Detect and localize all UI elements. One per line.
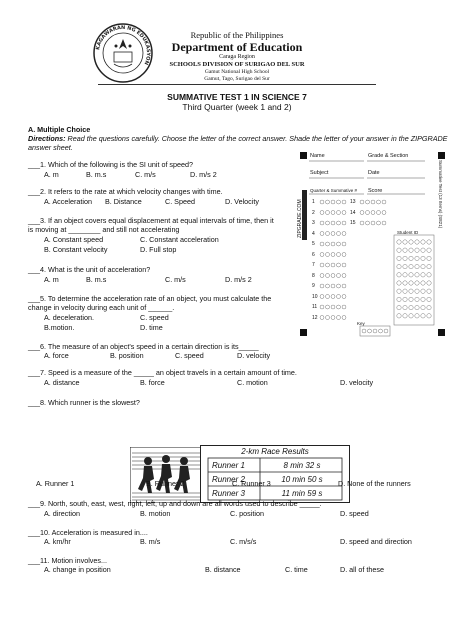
student-id-bubble[interactable] bbox=[409, 256, 413, 260]
answer-bubble[interactable] bbox=[331, 274, 335, 278]
header-school: Gamut National High School bbox=[204, 69, 270, 75]
sheet-subject-label: Subject bbox=[310, 170, 329, 176]
student-id-bubble[interactable] bbox=[403, 289, 407, 293]
answer-bubble[interactable] bbox=[342, 242, 346, 246]
answer-bubble[interactable] bbox=[326, 316, 330, 320]
student-id-bubble[interactable] bbox=[409, 264, 413, 268]
q9-option-c[interactable]: C. position bbox=[230, 509, 264, 518]
q7-option-a[interactable]: A. distance bbox=[44, 378, 80, 387]
answer-bubble[interactable] bbox=[326, 200, 330, 204]
question-1: ___1. Which of the following is the SI unit of speed? bbox=[28, 160, 194, 169]
answer-bubble[interactable] bbox=[382, 200, 386, 204]
student-id-bubble[interactable] bbox=[409, 305, 413, 309]
student-id-bubble[interactable] bbox=[403, 314, 407, 318]
answer-bubble[interactable] bbox=[342, 200, 346, 204]
q7-option-d[interactable]: D. velocity bbox=[340, 378, 374, 387]
sheet-side-text: Summative Test (13 Items) (S821) bbox=[438, 160, 443, 229]
question-9: ___9. North, south, east, west, right, left, up and down are all words used to describe _____. bbox=[28, 499, 322, 508]
student-id-bubble[interactable] bbox=[427, 264, 431, 268]
student-id-bubble[interactable] bbox=[427, 281, 431, 285]
answer-bubble[interactable] bbox=[331, 232, 335, 236]
q10-option-b[interactable]: B. m/s bbox=[140, 537, 161, 546]
q6-option-c[interactable]: C. speed bbox=[175, 351, 204, 360]
student-id-bubble[interactable] bbox=[427, 289, 431, 293]
sheet-row-number: 13 bbox=[350, 199, 356, 205]
sheet-score-label: Score bbox=[368, 188, 383, 194]
student-id-bubble[interactable] bbox=[409, 240, 413, 244]
answer-bubble[interactable] bbox=[342, 284, 346, 288]
answer-bubble[interactable] bbox=[326, 295, 330, 299]
directions-line2: answer sheet. bbox=[28, 143, 73, 152]
student-id-bubble[interactable] bbox=[415, 297, 419, 301]
test-subtitle: Third Quarter (week 1 and 2) bbox=[182, 102, 292, 112]
sheet-brand: ZIPGRADE.COM bbox=[297, 199, 303, 238]
student-id-bubble[interactable] bbox=[421, 264, 425, 268]
sheet-row-number: 3 bbox=[312, 220, 315, 226]
student-id-bubble[interactable] bbox=[415, 256, 419, 260]
sheet-row-number: 5 bbox=[312, 241, 315, 247]
q8-option-a[interactable]: A. Runner 1 bbox=[36, 479, 75, 488]
race-row-2-time: 10 min 50 s bbox=[281, 475, 323, 484]
answer-bubble[interactable] bbox=[342, 211, 346, 215]
answer-bubble[interactable] bbox=[331, 305, 335, 309]
header-divider bbox=[98, 84, 376, 85]
student-id-bubble[interactable] bbox=[421, 297, 425, 301]
student-id-bubble[interactable] bbox=[427, 305, 431, 309]
student-id-bubble[interactable] bbox=[415, 305, 419, 309]
header-division: SCHOOLS DIVISION OF SURIGAO DEL SUR bbox=[169, 61, 305, 68]
answer-bubble[interactable] bbox=[326, 242, 330, 246]
answer-bubble[interactable] bbox=[326, 253, 330, 257]
q8-option-d[interactable]: D. None of the runners bbox=[338, 479, 411, 488]
q1-option-c[interactable]: C. m/s bbox=[135, 170, 156, 179]
q4-option-c[interactable]: C. m/s bbox=[165, 275, 186, 284]
student-id-bubble[interactable] bbox=[403, 248, 407, 252]
student-id-bubble[interactable] bbox=[409, 314, 413, 318]
q6-option-b[interactable]: B. position bbox=[110, 351, 144, 360]
student-id-bubble[interactable] bbox=[403, 281, 407, 285]
student-id-bubble[interactable] bbox=[409, 281, 413, 285]
q1-option-b[interactable]: B. m.s bbox=[86, 170, 107, 179]
student-id-bubble[interactable] bbox=[397, 281, 401, 285]
answer-bubble[interactable] bbox=[342, 274, 346, 278]
header-address: Gamut, Tago, Surigao del Sur bbox=[204, 76, 270, 82]
q3-option-a[interactable]: A. Constant speed bbox=[44, 235, 104, 244]
question-6: ___6. The measure of an object's speed in a certain direction is its_____ bbox=[28, 342, 259, 351]
answer-bubble[interactable] bbox=[337, 284, 341, 288]
q9-option-a[interactable]: A. direction bbox=[44, 509, 80, 518]
race-row-3-runner: Runner 3 bbox=[212, 489, 245, 498]
question-5: ___5. To determine the acceleration rate of an object, you must calculate the bbox=[28, 294, 272, 303]
sheet-row-number: 6 bbox=[312, 251, 315, 258]
student-id-bubble[interactable] bbox=[397, 240, 401, 244]
answer-bubble[interactable] bbox=[366, 221, 370, 225]
question-8: ___8. Which runner is the slowest? bbox=[28, 398, 140, 407]
key-bubble[interactable] bbox=[379, 329, 383, 333]
answer-bubble[interactable] bbox=[337, 221, 341, 225]
student-id-bubble[interactable] bbox=[421, 256, 425, 260]
answer-bubble[interactable] bbox=[371, 211, 375, 215]
race-row-3-time: 11 min 59 s bbox=[281, 489, 323, 498]
answer-bubble[interactable] bbox=[320, 284, 324, 288]
answer-bubble[interactable] bbox=[331, 263, 335, 267]
sheet-row-number: 15 bbox=[350, 220, 356, 226]
q6-option-d[interactable]: D. velocity bbox=[237, 351, 271, 360]
student-id-bubble[interactable] bbox=[427, 248, 431, 252]
answer-bubble[interactable] bbox=[326, 221, 330, 225]
answer-bubble[interactable] bbox=[342, 221, 346, 225]
answer-bubble[interactable] bbox=[337, 295, 341, 299]
student-id-bubble[interactable] bbox=[415, 248, 419, 252]
student-id-bubble[interactable] bbox=[421, 305, 425, 309]
sheet-date-label: Date bbox=[368, 170, 380, 176]
key-bubble[interactable] bbox=[373, 329, 377, 333]
student-id-bubble[interactable] bbox=[409, 273, 413, 277]
student-id-bubble[interactable] bbox=[421, 273, 425, 277]
answer-bubble[interactable] bbox=[342, 263, 346, 267]
q5-option-b[interactable]: B.motion. bbox=[44, 323, 75, 332]
header-department: Department of Education bbox=[171, 40, 303, 54]
q8-option-b[interactable]: B. Runner 2 bbox=[146, 479, 185, 488]
q9-option-d[interactable]: D. speed bbox=[340, 509, 369, 518]
answer-bubble[interactable] bbox=[326, 274, 330, 278]
question-3: ___3. If an object covers equal displacement at equal intervals of time, then it bbox=[28, 216, 274, 225]
sheet-row-number: 10 bbox=[312, 293, 318, 300]
q7-option-b[interactable]: B. force bbox=[140, 378, 165, 387]
answer-bubble[interactable] bbox=[331, 211, 335, 215]
q3-option-b[interactable]: B. Constant velocity bbox=[44, 245, 108, 254]
answer-bubble[interactable] bbox=[326, 284, 330, 288]
sheet-row-number: 12 bbox=[312, 314, 318, 321]
test-title: SUMMATIVE TEST 1 IN SCIENCE 7 bbox=[167, 92, 307, 102]
q7-option-c[interactable]: C. motion bbox=[237, 378, 268, 387]
answer-bubble[interactable] bbox=[360, 211, 364, 215]
answer-bubble[interactable] bbox=[320, 200, 324, 204]
student-id-bubble[interactable] bbox=[427, 297, 431, 301]
answer-bubble[interactable] bbox=[331, 221, 335, 225]
answer-bubble[interactable] bbox=[320, 295, 324, 299]
student-id-bubble[interactable] bbox=[403, 297, 407, 301]
q9-option-b[interactable]: B. motion bbox=[140, 509, 171, 518]
student-id-bubble[interactable] bbox=[427, 256, 431, 260]
student-id-bubble[interactable] bbox=[415, 240, 419, 244]
answer-bubble[interactable] bbox=[320, 253, 324, 257]
answer-bubble[interactable] bbox=[342, 253, 346, 257]
answer-bubble[interactable] bbox=[342, 316, 346, 320]
section-heading: A. Multiple Choice bbox=[28, 125, 91, 134]
answer-bubble[interactable] bbox=[320, 242, 324, 246]
header-republic: Republic of the Philippines bbox=[190, 30, 284, 40]
student-id-bubble[interactable] bbox=[397, 264, 401, 268]
student-id-bubble[interactable] bbox=[415, 273, 419, 277]
student-id-bubble[interactable] bbox=[403, 273, 407, 277]
student-id-bubble[interactable] bbox=[403, 305, 407, 309]
q2-option-d[interactable]: D. Velocity bbox=[225, 197, 259, 206]
student-id-bubble[interactable] bbox=[397, 314, 401, 318]
answer-bubble[interactable] bbox=[337, 263, 341, 267]
student-id-bubble[interactable] bbox=[421, 289, 425, 293]
answer-bubble[interactable] bbox=[320, 221, 324, 225]
answer-bubble[interactable] bbox=[337, 232, 341, 236]
answer-bubble[interactable] bbox=[377, 211, 381, 215]
answer-bubble[interactable] bbox=[337, 274, 341, 278]
question-2: ___2. It refers to the rate at which velocity changes with time. bbox=[28, 187, 223, 196]
q2-option-a[interactable]: A. Acceleration bbox=[44, 197, 92, 206]
answer-bubble[interactable] bbox=[320, 316, 324, 320]
answer-bubble[interactable] bbox=[337, 242, 341, 246]
q3-option-d[interactable]: D. Full stop bbox=[140, 245, 177, 254]
answer-bubble[interactable] bbox=[331, 242, 335, 246]
race-row-2-runner: Runner 2 bbox=[212, 475, 245, 484]
answer-bubble[interactable] bbox=[366, 211, 370, 215]
answer-bubble[interactable] bbox=[371, 221, 375, 225]
sheet-row-number: 14 bbox=[350, 209, 356, 216]
answer-bubble[interactable] bbox=[337, 211, 341, 215]
answer-bubble[interactable] bbox=[331, 295, 335, 299]
answer-bubble[interactable] bbox=[342, 232, 346, 236]
sheet-student-id-label: Student ID bbox=[397, 230, 419, 235]
q11-option-a[interactable]: A. change in position bbox=[44, 565, 111, 574]
answer-bubble[interactable] bbox=[342, 295, 346, 299]
q5-option-a[interactable]: A. deceleration. bbox=[44, 313, 94, 322]
key-bubble[interactable] bbox=[384, 329, 388, 333]
answer-bubble[interactable] bbox=[326, 232, 330, 236]
question-4: ___4. What is the unit of acceleration? bbox=[28, 265, 151, 274]
answer-bubble[interactable] bbox=[320, 232, 324, 236]
q11-option-b[interactable]: B. distance bbox=[205, 565, 241, 574]
answer-bubble[interactable] bbox=[342, 305, 346, 309]
answer-bubble[interactable] bbox=[320, 211, 324, 215]
answer-bubble[interactable] bbox=[326, 211, 330, 215]
q1-option-a[interactable]: A. m bbox=[44, 170, 59, 179]
sheet-row-number: 2 bbox=[312, 209, 315, 216]
sheet-key-label: Key bbox=[357, 321, 365, 326]
answer-bubble[interactable] bbox=[337, 316, 341, 320]
student-id-bubble[interactable] bbox=[421, 281, 425, 285]
answer-bubble[interactable] bbox=[360, 200, 364, 204]
q4-option-d[interactable]: D. m/s 2 bbox=[225, 275, 252, 284]
directions: Directions: Read the questions carefully. Choose the letter of the correct answer. Shade the letter of your answer in the ZIPGRADE bbox=[28, 134, 448, 143]
answer-bubble[interactable] bbox=[320, 274, 324, 278]
answer-bubble[interactable] bbox=[377, 221, 381, 225]
student-id-bubble[interactable] bbox=[421, 248, 425, 252]
student-id-bubble[interactable] bbox=[427, 240, 431, 244]
answer-bubble[interactable] bbox=[337, 253, 341, 257]
runners-illustration bbox=[130, 447, 202, 503]
answer-bubble[interactable] bbox=[360, 221, 364, 225]
student-id-bubble[interactable] bbox=[397, 305, 401, 309]
student-id-bubble[interactable] bbox=[397, 273, 401, 277]
question-5-line2: change in velocity during each unit of ______. bbox=[28, 303, 175, 312]
q6-option-a[interactable]: A. force bbox=[44, 351, 69, 360]
q8-option-c[interactable]: C. Runner 3 bbox=[232, 479, 271, 488]
q5-option-d[interactable]: D. time bbox=[140, 323, 163, 332]
q10-option-a[interactable]: A. km/hr bbox=[44, 537, 71, 546]
answer-sheet-graphic bbox=[300, 150, 450, 338]
student-id-bubble[interactable] bbox=[397, 248, 401, 252]
race-table-title: 2-km Race Results bbox=[241, 447, 309, 456]
header-region: Caraga Region bbox=[219, 54, 255, 60]
q4-option-b[interactable]: B. m.s bbox=[86, 275, 107, 284]
q11-option-d[interactable]: D. all of these bbox=[340, 565, 384, 574]
answer-bubble[interactable] bbox=[320, 263, 324, 267]
student-id-bubble[interactable] bbox=[421, 240, 425, 244]
svg-text:KAGAWARAN NG EDUKASYON: KAGAWARAN NG EDUKASYON bbox=[95, 24, 152, 66]
student-id-bubble[interactable] bbox=[427, 314, 431, 318]
answer-bubble[interactable] bbox=[366, 200, 370, 204]
answer-bubble[interactable] bbox=[337, 305, 341, 309]
q11-option-c[interactable]: C. time bbox=[285, 565, 308, 574]
question-11: ___11. Motion involves... bbox=[28, 556, 107, 565]
student-id-bubble[interactable] bbox=[415, 264, 419, 268]
answer-bubble[interactable] bbox=[326, 305, 330, 309]
student-id-bubble[interactable] bbox=[397, 297, 401, 301]
key-bubble[interactable] bbox=[362, 329, 366, 333]
student-id-bubble[interactable] bbox=[409, 297, 413, 301]
answer-bubble[interactable] bbox=[320, 305, 324, 309]
race-results-table bbox=[200, 445, 350, 503]
student-id-bubble[interactable] bbox=[415, 281, 419, 285]
student-id-bubble[interactable] bbox=[403, 264, 407, 268]
sheet-row-number: 11 bbox=[312, 304, 318, 310]
answer-bubble[interactable] bbox=[382, 211, 386, 215]
q2-option-c[interactable]: C. Speed bbox=[165, 197, 195, 206]
student-id-bubble[interactable] bbox=[409, 289, 413, 293]
sheet-row-number: 4 bbox=[312, 230, 315, 237]
question-3-line2: is moving at ________ and still not accelerating bbox=[28, 225, 180, 234]
q4-option-a[interactable]: A. m bbox=[44, 275, 59, 284]
student-id-bubble[interactable] bbox=[409, 248, 413, 252]
answer-bubble[interactable] bbox=[371, 200, 375, 204]
zipgrade-answer-sheet bbox=[297, 150, 450, 338]
student-id-bubble[interactable] bbox=[397, 256, 401, 260]
answer-bubble[interactable] bbox=[377, 200, 381, 204]
student-id-bubble[interactable] bbox=[403, 256, 407, 260]
q1-option-d[interactable]: D. m/s 2 bbox=[190, 170, 217, 179]
sheet-quarter-label: Quarter & Summative # bbox=[310, 188, 358, 193]
q2-option-b[interactable]: B. Distance bbox=[105, 197, 142, 206]
question-7: ___7. Speed is a measure of the _____ an object travels in a certain amount of time. bbox=[28, 368, 297, 377]
student-id-bubble[interactable] bbox=[415, 289, 419, 293]
race-row-1-time: 8 min 32 s bbox=[283, 461, 321, 470]
student-id-bubble[interactable] bbox=[421, 314, 425, 318]
q10-option-c[interactable]: C. m/s/s bbox=[230, 537, 257, 546]
q10-option-d[interactable]: D. speed and direction bbox=[340, 537, 412, 546]
q3-option-c[interactable]: C. Constant acceleration bbox=[140, 235, 219, 244]
sheet-row-number: 9 bbox=[312, 283, 315, 289]
q5-option-c[interactable]: C. speed bbox=[140, 313, 169, 322]
answer-bubble[interactable] bbox=[337, 200, 341, 204]
answer-bubble[interactable] bbox=[382, 221, 386, 225]
key-bubble[interactable] bbox=[368, 329, 372, 333]
sheet-name-label: Name bbox=[310, 153, 325, 159]
sheet-row-number: 8 bbox=[312, 272, 315, 279]
answer-bubble[interactable] bbox=[331, 253, 335, 257]
answer-bubble[interactable] bbox=[331, 284, 335, 288]
sheet-row-number: 1 bbox=[312, 199, 315, 205]
student-id-bubble[interactable] bbox=[427, 273, 431, 277]
student-id-bubble[interactable] bbox=[397, 289, 401, 293]
race-row-1-runner: Runner 1 bbox=[212, 461, 245, 470]
answer-bubble[interactable] bbox=[331, 316, 335, 320]
answer-bubble[interactable] bbox=[331, 200, 335, 204]
answer-bubble[interactable] bbox=[326, 263, 330, 267]
sheet-grade-section-label: Grade & Section bbox=[368, 153, 409, 159]
student-id-bubble[interactable] bbox=[403, 240, 407, 244]
student-id-bubble[interactable] bbox=[415, 314, 419, 318]
question-10: ___10. Acceleration is measured in.... bbox=[28, 528, 148, 537]
sheet-row-number: 7 bbox=[312, 262, 315, 268]
